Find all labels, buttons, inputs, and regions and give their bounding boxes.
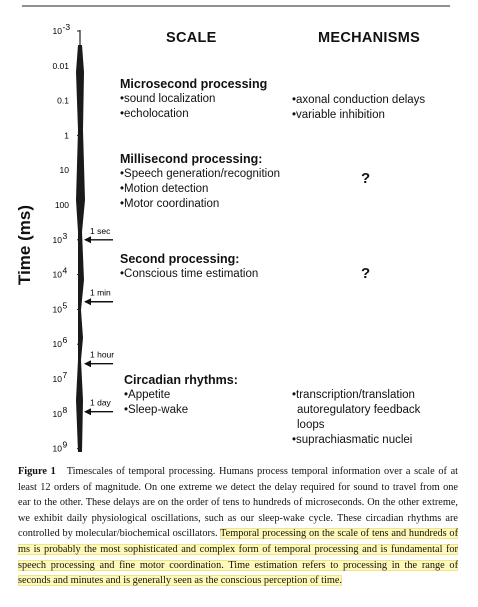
mechanisms-header: MECHANISMS <box>318 30 421 46</box>
axis-tick-exponent: 9 <box>62 439 68 450</box>
time-marker-label: 1 hour <box>90 349 115 360</box>
axis-tick-label: 10 <box>52 269 62 280</box>
scale-header: SCALE <box>166 30 217 46</box>
list-item: •variable inhibition <box>292 109 385 121</box>
circadian-scale-list <box>124 388 188 418</box>
microsecond-scale-list <box>120 92 215 122</box>
axis-title <box>10 195 40 295</box>
axis-tick-label: 0.1 <box>57 95 69 106</box>
caption-highlighted-text[interactable]: Temporal processing on the scale of tens and hundreds of ms is probably the most sophisticated and complex form of temporal processing and is fundamental for speech processing and fine motor coordination. Time estimation refers to processing in the range of seconds and minutes and is generally seen as the conscious perception of time. <box>18 528 459 587</box>
list-item: •Motor coordination <box>120 198 220 210</box>
microsecond-mechanisms-list <box>292 93 425 123</box>
figure-caption <box>18 464 458 589</box>
axis-tick-label: 10 <box>52 26 62 36</box>
axis-tick-exponent: 6 <box>62 335 68 346</box>
time-marker-arrowhead <box>84 408 91 415</box>
second-title: Second processing: <box>120 252 240 266</box>
axis-tick-label: 1 <box>64 130 69 141</box>
axis-title-text: Time (ms) <box>15 205 34 285</box>
axis-tick-label: 100 <box>54 200 69 210</box>
axis-tick-label: 10 <box>52 374 62 384</box>
circadian-title: Circadian rhythms: <box>124 373 238 387</box>
list-item: •Conscious time estimation <box>120 268 259 280</box>
axis-tick-exponent: 5 <box>62 300 68 311</box>
time-marker-arrowhead <box>84 298 91 305</box>
axis-tick-exponent: 4 <box>62 265 68 276</box>
timescale-bar <box>76 45 85 452</box>
microsecond-title: Microsecond processing <box>120 77 268 91</box>
list-item: •Appetite <box>124 389 171 401</box>
list-item: •axonal conduction delays <box>292 94 426 106</box>
list-item: •transcription/translation <box>292 389 415 401</box>
list-item: •echolocation <box>120 108 189 120</box>
second-scale-list <box>120 267 258 282</box>
second-mechanism-unknown: ? <box>361 265 371 282</box>
millisecond-scale-list <box>120 167 280 212</box>
time-marker-label: 1 min <box>90 287 111 298</box>
list-item: autoregulatory feedback <box>297 404 421 416</box>
time-marker-label: 1 sec <box>90 225 111 236</box>
figure-label: Figure 1 <box>18 466 56 477</box>
list-item: •suprachiasmatic nuclei <box>292 434 413 446</box>
axis-tick-label: 10 <box>52 339 62 350</box>
axis-tick-exponent: 8 <box>62 404 68 415</box>
time-marker-arrowhead <box>84 360 91 367</box>
bar-segment-circadian <box>76 360 83 452</box>
bar-segment-milli <box>76 130 85 232</box>
millisecond-title: Millisecond processing: <box>120 152 263 166</box>
axis-tick-exponent: 7 <box>62 370 68 380</box>
bar-segment-micro <box>76 45 84 130</box>
list-item: •Speech generation/recognition <box>120 168 281 180</box>
list-item: •Motion detection <box>120 183 209 195</box>
axis-tick-label: 10 <box>52 443 62 454</box>
list-item: loops <box>297 419 325 431</box>
axis-tick-exponent: 3 <box>62 230 68 241</box>
axis-ticks <box>52 22 80 454</box>
time-marker-label: 1 day <box>90 397 111 408</box>
caption-text: Timescales of temporal processing. Humans process temporal information over a scale of at least 12 orders of magnitude. On one extreme we detect the delay required for sound to travel from one ear to the other. These delays are on the order of tens to hundreds of microseconds. On the other extreme, we exhibit daily physiological oscillations, such as our sleep-wake cycle. These circadian rhythms are controlled by molecular/biochemical oscillators. <box>18 466 458 540</box>
millisecond-mechanism-unknown: ? <box>361 170 371 187</box>
list-item: •Sleep-wake <box>124 404 189 416</box>
axis-tick-label: 10 <box>52 234 62 245</box>
axis-tick-label: 0.01 <box>52 60 69 71</box>
axis-tick-label: 10 <box>59 165 69 176</box>
axis-tick-label: 10 <box>52 304 62 315</box>
bar-segment-hour <box>78 310 83 360</box>
bar-segment-second <box>78 232 84 310</box>
axis-tick-label: 10 <box>52 408 62 419</box>
time-markers <box>84 226 114 415</box>
time-marker-arrowhead <box>84 236 91 243</box>
circadian-mechanisms-list <box>292 388 420 448</box>
axis-tick-exponent: -3 <box>62 22 71 32</box>
list-item: •sound localization <box>120 93 216 105</box>
